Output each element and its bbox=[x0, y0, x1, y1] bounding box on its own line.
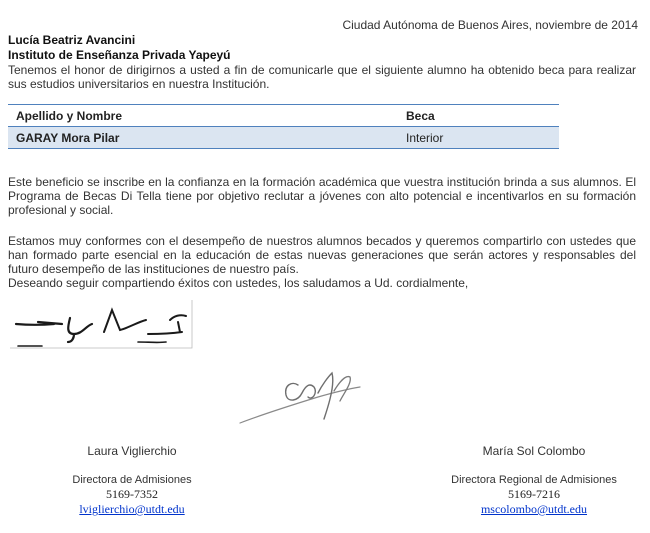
signatory-left-email-link[interactable]: lviglierchio@utdt.edu bbox=[79, 502, 185, 516]
signatory-right-role: Directora Regional de Admisiones bbox=[451, 474, 617, 486]
signatory-left-email bbox=[32, 502, 232, 517]
handwritten-signature-left bbox=[8, 298, 194, 350]
column-header-name: Apellido y Nombre bbox=[8, 105, 398, 127]
recipient-institution: Instituto de Enseñanza Privada Yapeyú bbox=[8, 48, 231, 62]
benefit-paragraph: Este beneficio se inscribe en la confianza en la formación académica que vuestra institución brinda a sus alumnos. El Programa de Becas Di Tella tiene por objetivo reclutar a jóvenes con alto potencial e incentivarlos en su formación profesional y social. bbox=[8, 175, 636, 217]
recipient-block bbox=[8, 33, 231, 63]
signatory-right-email-link[interactable]: mscolombo@utdt.edu bbox=[480, 502, 588, 516]
signatory-right-email bbox=[426, 502, 642, 517]
closing-paragraph: Deseando seguir compartiendo éxitos con ustedes, los saludamos a Ud. cordialmente, bbox=[8, 276, 469, 290]
signatory-left-phone: 5169-7352 bbox=[106, 487, 158, 501]
signatory-left-role: Directora de Admisiones bbox=[72, 474, 192, 486]
scholarship-table bbox=[8, 104, 559, 149]
intro-paragraph: Tenemos el honor de dirigirnos a usted a fin de comunicarle que el siguiente alumno ha obtenido beca para realizar sus estudios universitarios en nuestra Institución. bbox=[8, 63, 636, 91]
beca-type-cell: Interior bbox=[398, 127, 559, 149]
signatory-right-name: María Sol Colombo bbox=[482, 444, 586, 458]
table-row bbox=[8, 127, 559, 149]
signatory-left-name: Laura Viglierchio bbox=[87, 444, 177, 458]
pleased-paragraph: Estamos muy conformes con el desempeño de nuestros alumnos becados y queremos compartirlo con ustedes que han formado parte esencial en la educación de estas nuevas generaciones que serán actores y responsables del futuro desempeño de las instituciones de nuestro país. bbox=[8, 234, 636, 276]
table-header-row bbox=[8, 105, 559, 127]
handwritten-signature-center bbox=[236, 367, 364, 429]
signatory-right-phone: 5169-7216 bbox=[508, 487, 560, 501]
dateline: Ciudad Autónoma de Buenos Aires, noviembre de 2014 bbox=[342, 18, 638, 32]
column-header-beca: Beca bbox=[398, 105, 559, 127]
recipient-name: Lucía Beatriz Avancini bbox=[8, 33, 136, 47]
student-name-cell: GARAY Mora Pilar bbox=[8, 127, 398, 149]
